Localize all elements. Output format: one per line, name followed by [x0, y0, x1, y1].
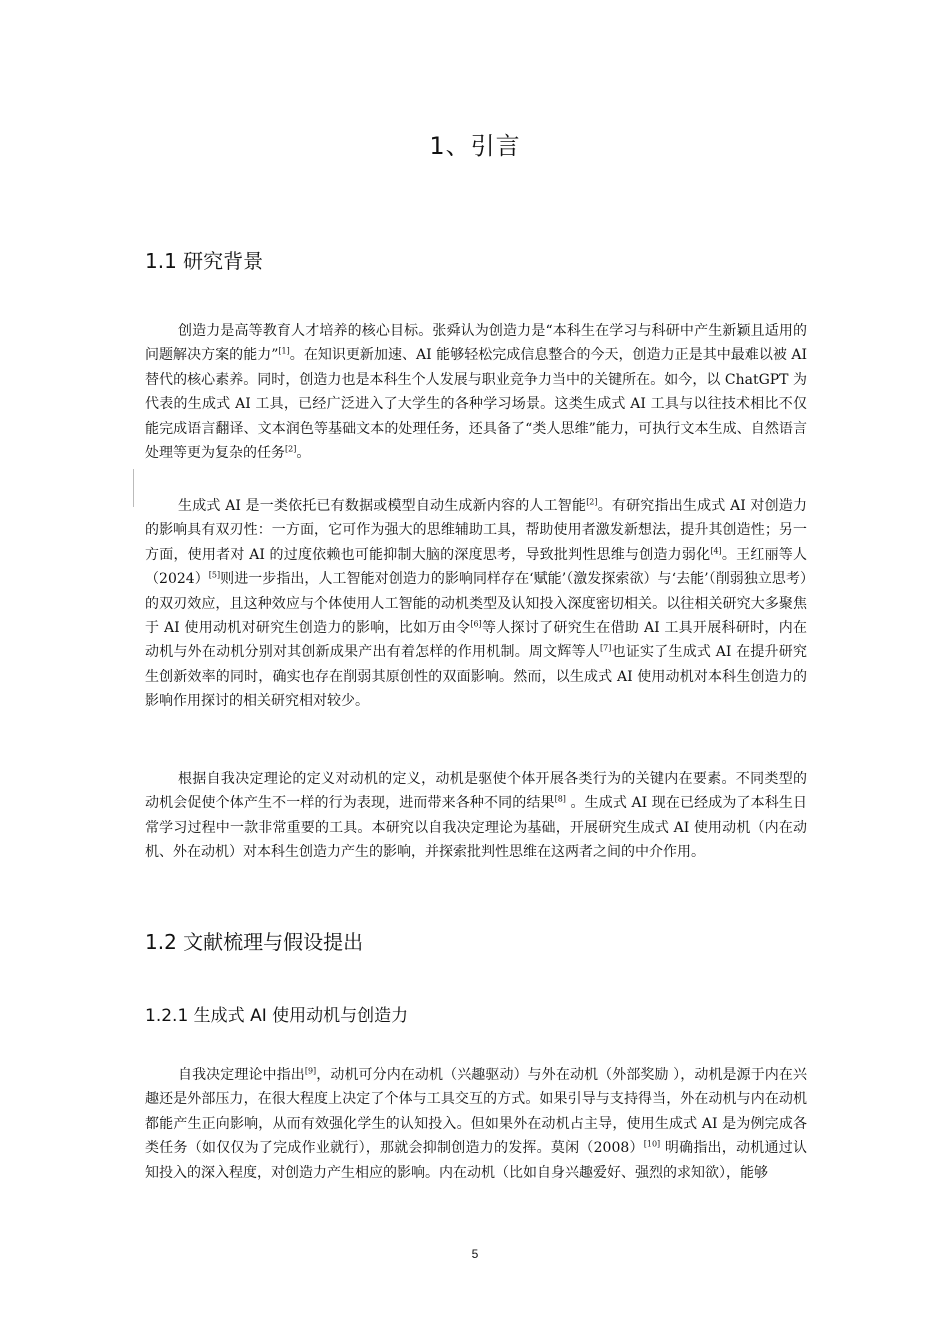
paragraph-4: 自我决定理论中指出[9]，动机可分内在动机（兴趣驱动）与外在动机（外部奖励 ），动机是源于内在兴趣还是外部压力，在很大程度上决定了个体与工具交互的方式。如果引导与支持得当，外在动机与内在动机都能产生正向影响，从而有效强化学生的认知投入。但如果外在动机占主导，使用生成式 AI 是为例完成各类任务（如仅仅为了完成作业就行），那就会抑制创造力的发挥。莫闲（2008）[10] 明确指出，动机通过认知投入的深入程度，对创造力产生相应的影响。内在动机（比如自身兴趣爱好、强烈的求知欲），能够 — [145, 1066, 807, 1181]
citation: [2] — [586, 497, 598, 507]
page-number: 5 — [471, 1247, 479, 1261]
citation: [6] — [470, 619, 482, 629]
paragraph-2: 生成式 AI 是一类依托已有数据或模型自动生成新内容的人工智能[2]。有研究指出生成式 AI 对创造力的影响具有双刃性：一方面，它可作为强大的思维辅助工具，帮助使用者激发新想法，提升其创造性；另一方面，使用者对 AI 的过度依赖也可能抑制大脑的深度思考，导致批判性思维与创造力弱化[4]。王红丽等人（2024）[5]则进一步指出，人工智能对创造力的影响同样存在‘赋能’（激发探索欲）与‘去能’（削弱独立思考）的双刃效应，且这种效应与个体使用人工智能的动机类型及认知投入深度密切相关。以往相关研究大多聚焦于 AI 使用动机对研究生创造力的影响，比如万由令[6]等人探讨了研究生在借助 AI 工具开展科研时，内在动机与外在动机分别对其创新成果产出有着怎样的作用机制。周文辉等人[7]也证实了生成式 AI 在提升研究生创新效率的同时，确实也存在削弱其原创性的双面影响。然而，以生成式 AI 使用动机对本科生创造力的影响作用探讨的相关研究相对较少。 — [145, 497, 808, 710]
paragraph-3: 根据自我决定理论的定义对动机的定义，动机是驱使个体开展各类行为的关键内在要素。不同类型的动机会促使个体产生不一样的行为表现，进而带来各种不同的结果[8] 。生成式 AI 现在已经成为了本科生日常学习过程中一款非常重要的工具。本研究以自我决定理论为基础，开展研究生成式 AI 使用动机（内在动机、外在动机）对本科生创造力产生的影响，并探索批判性思维在这两者之间的中介作用。 — [145, 771, 808, 861]
citation: [9] — [304, 1066, 317, 1076]
section-heading-1-1: 1.1 研究背景 — [145, 249, 264, 273]
paragraph-1: 创造力是高等教育人才培养的核心目标。张舜认为创造力是“本科生在学习与科研中产生新颖且适用的问题解决方案的能力”[1]。在知识更新加速、AI 能够轻松完成信息整合的今天，创造力正是其中最难以被 AI 替代的核心素养。同时，创造力也是本科生个人发展与职业竞争力当中的关键所在。如今，以 ChatGPT 为代表的生成式 AI 工具，已经广泛进入了大学生的各种学习场景。这类生成式 AI 工具与以往技术相比不仅能完成语言翻译、文本润色等基础文本的处理任务，还具备了“类人思维”能力，可执行文本生成、自然语言处理等更为复杂的任务[2]。 — [145, 323, 807, 462]
citation: [4] — [710, 546, 722, 556]
chapter-title: 1、引言 — [429, 132, 521, 160]
citation: [7] — [600, 643, 612, 653]
citation: [10] — [643, 1139, 661, 1149]
citation: [1] — [278, 346, 290, 356]
citation: [8] — [554, 794, 566, 804]
revision-change-bar — [133, 469, 134, 507]
citation: [2] — [285, 444, 297, 454]
citation: [5] — [208, 570, 221, 580]
section-heading-1-2: 1.2 文献梳理与假设提出 — [145, 930, 364, 954]
section-heading-1-2-1: 1.2.1 生成式 AI 使用动机与创造力 — [145, 1006, 409, 1026]
